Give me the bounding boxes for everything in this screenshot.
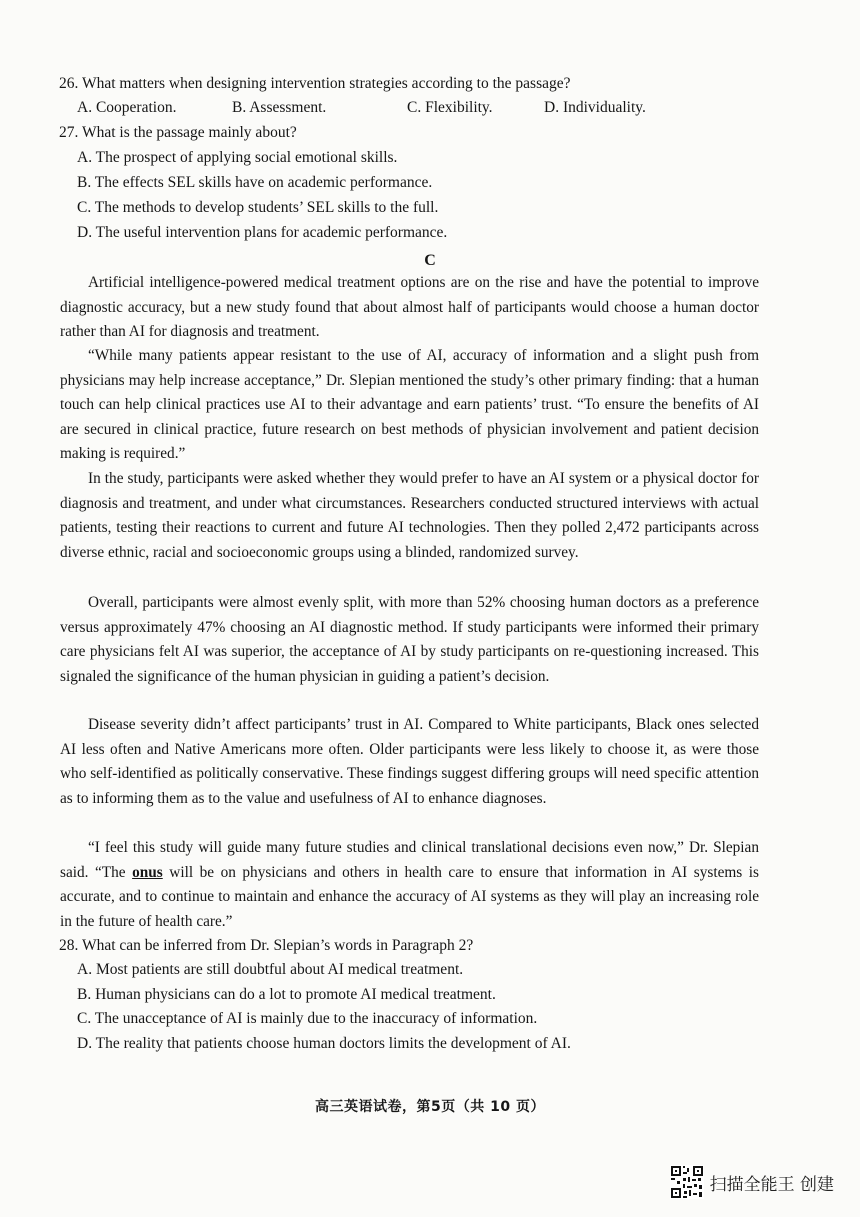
- scanner-watermark: [670, 1164, 834, 1200]
- question-26-option-a: A. Cooperation.: [77, 99, 177, 116]
- passage-paragraph-1: Artificial intelligence-powered medical treatment options are on the rise and have the potential to improve diagnostic accuracy, but a new study found that about almost half of participants would choose a human doctor rather than AI for diagnosis and treatment.: [60, 274, 759, 341]
- paragraph-6-text-before: “I feel this study will guide many future studies and clinical translational decisions even now,” Dr. Slepian said. “The: [60, 839, 759, 881]
- question-27-option-a: A. The prospect of applying social emotional skills.: [77, 149, 398, 166]
- passage-paragraph-6: [60, 836, 759, 934]
- watermark-text: 扫描全能王 创建: [709, 1174, 834, 1195]
- question-28-option-d: D. The reality that patients choose human doctors limits the development of AI.: [77, 1035, 571, 1052]
- question-26-option-b: B. Assessment.: [232, 99, 327, 116]
- section-label: C: [424, 252, 436, 269]
- passage-paragraph-3: In the study, participants were asked whether they would prefer to have an AI system or a physical doctor for diagnosis and treatment, and under what circumstances. Researchers conducted structured interviews with actual patients, testing their reactions to current and future AI technologies. Then they polled 2,472 participants across diverse ethnic, racial and socioeconomic groups using a blinded, randomized survey.: [60, 470, 759, 561]
- question-27-stem: 27. What is the passage mainly about?: [59, 124, 297, 141]
- question-28-stem: 28. What can be inferred from Dr. Slepian’s words in Paragraph 2?: [59, 937, 474, 954]
- question-27-option-b: B. The effects SEL skills have on academic performance.: [77, 174, 433, 191]
- passage-paragraph-5: Disease severity didn’t affect participants’ trust in AI. Compared to White participants, Black ones selected AI less often and Native Americans more often. Older participants were less likely to choose it, as were those who self-identified as politically conservative. These findings suggest differing groups will need specific attention as to informing them as to the value and usefulness of AI to enhance diagnoses.: [60, 716, 759, 807]
- question-27-option-d: D. The useful intervention plans for academic performance.: [77, 224, 448, 241]
- passage-paragraph-2: “While many patients appear resistant to the use of AI, accuracy of information and a slight push from physicians may help increase acceptance,” Dr. Slepian mentioned the study’s other primary finding: that a human touch can help clinical practices use AI to their advantage and earn patients’ trust. “To ensure the benefits of AI are secured in clinical practice, future research on best methods of physician involvement and patient decision making is required.”: [60, 347, 759, 463]
- question-28-option-a: A. Most patients are still doubtful about AI medical treatment.: [77, 961, 464, 978]
- question-27-option-c: C. The methods to develop students’ SEL skills to the full.: [77, 199, 439, 216]
- passage-paragraph-4: Overall, participants were almost evenly split, with more than 52% choosing human doctors as a preference versus approximately 47% choosing an AI diagnostic method. If study participants were informed their primary care physicians felt AI was superior, the acceptance of AI by study participants on re-questioning increased. This signaled the significance of the human physician in guiding a patient’s decision.: [60, 594, 759, 685]
- question-28-option-c: C. The unacceptance of AI is mainly due to the inaccuracy of information.: [77, 1010, 538, 1027]
- question-28-option-b: B. Human physicians can do a lot to promote AI medical treatment.: [77, 986, 496, 1003]
- question-26-options: [77, 96, 777, 120]
- question-26-stem: 26. What matters when designing intervention strategies according to the passage?: [59, 75, 571, 92]
- underlined-word-onus: onus: [132, 863, 163, 881]
- page-footer: 高三英语试卷，第5页（共 10 页）: [315, 1099, 545, 1115]
- paragraph-6-text-after: will be on physicians and others in health care to ensure that information in AI systems is accurate, and to continue to maintain and enhance the accuracy of AI systems as they will play an increasing role in the future of health care.”: [60, 863, 759, 930]
- question-26-option-c: C. Flexibility.: [407, 99, 493, 116]
- question-26-option-d: D. Individuality.: [544, 99, 646, 116]
- qr-code-icon: [670, 1165, 704, 1199]
